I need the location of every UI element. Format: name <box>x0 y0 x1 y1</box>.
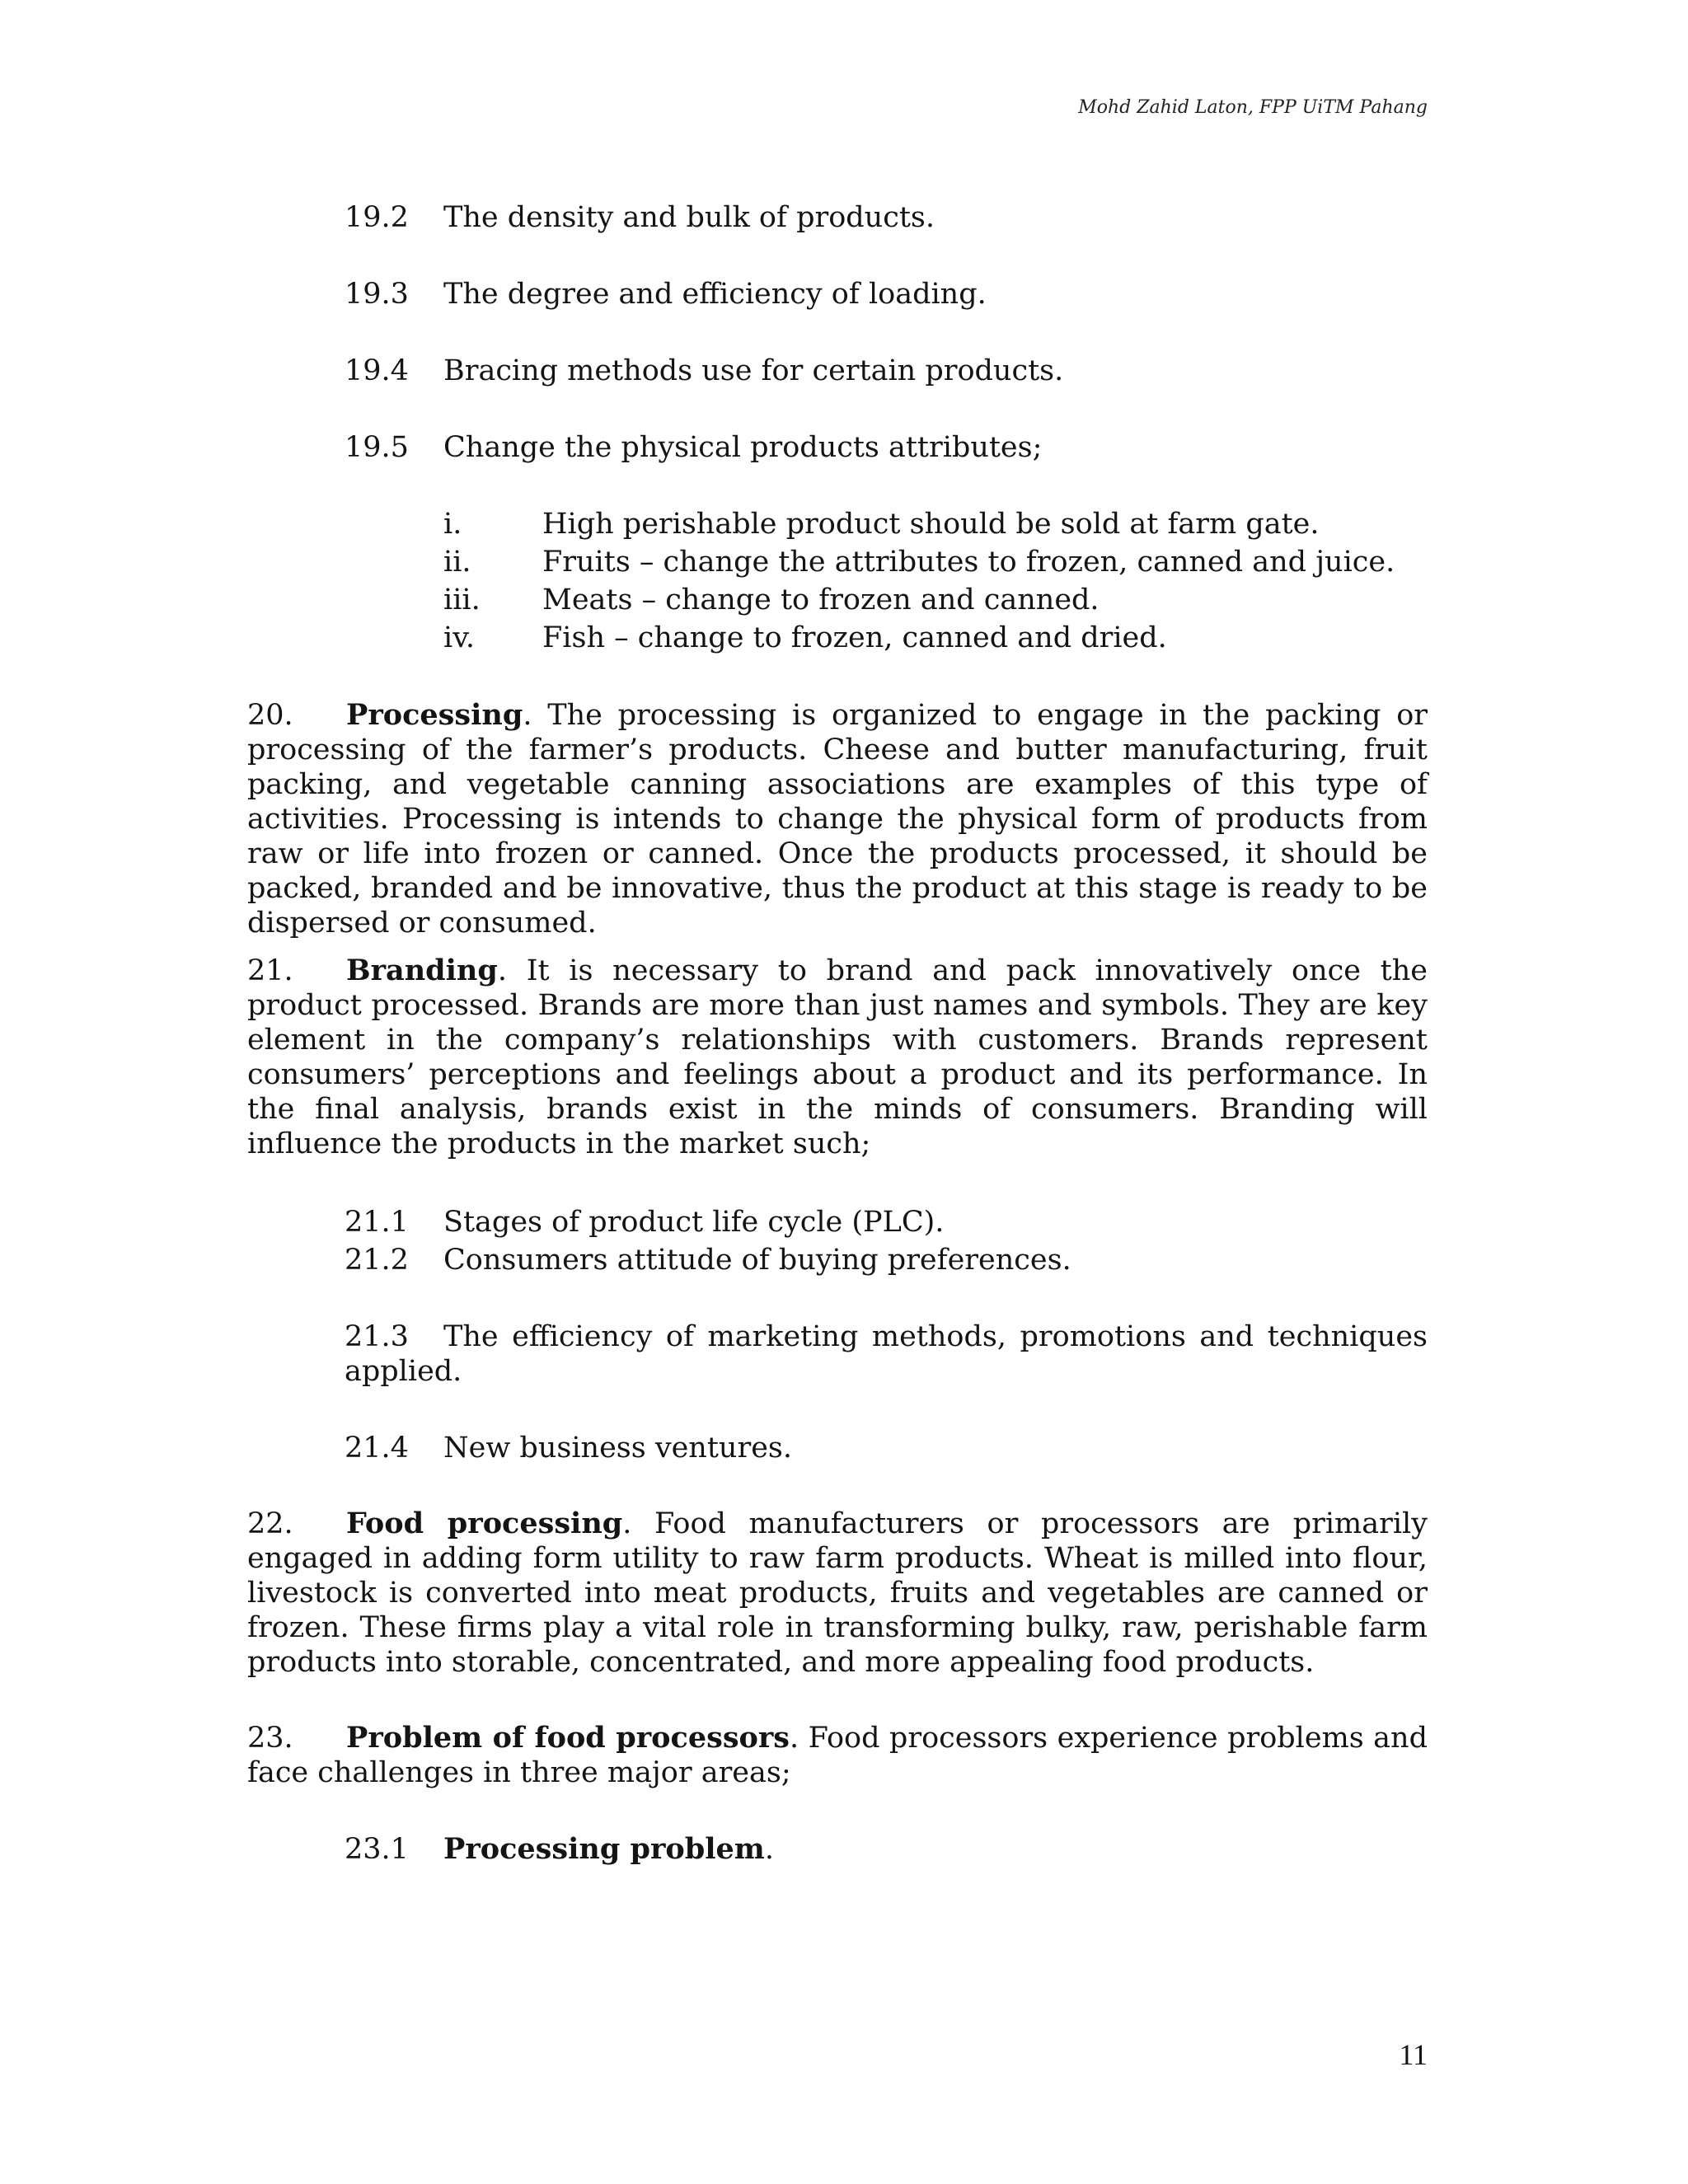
running-header: Mohd Zahid Laton, FPP UiTM Pahang <box>1078 97 1428 118</box>
item-text <box>443 1832 774 1867</box>
item-number: 19.3 <box>345 278 409 311</box>
item-number: 21.4 <box>345 1432 409 1465</box>
paragraph-body: . Food processors experience problems and face challenges in three major areas; <box>247 1722 1428 1789</box>
roman-number: iii. <box>443 583 481 616</box>
paragraph-23 <box>247 1721 1428 1790</box>
item-number: 19.5 <box>345 431 409 464</box>
item-text: Bracing methods use for certain products. <box>443 354 1064 387</box>
paragraph-heading: Food processing <box>346 1507 623 1540</box>
list-item <box>345 1319 1428 1389</box>
roman-text: High perishable product should be sold at farm gate. <box>542 508 1320 541</box>
item-text: Consumers attitude of buying preferences. <box>443 1244 1071 1277</box>
paragraph-number: 21. <box>247 954 293 987</box>
roman-number: ii. <box>443 546 471 579</box>
paragraph-20 <box>247 698 1428 940</box>
paragraph-number: 23. <box>247 1722 293 1755</box>
roman-number: iv. <box>443 621 475 654</box>
page-number: 11 <box>1399 2038 1428 2071</box>
item-text: The efficiency of marketing methods, promotions and techniques applied. <box>345 1320 1428 1388</box>
item-number: 23.1 <box>345 1833 409 1866</box>
item-number: 19.2 <box>345 201 409 234</box>
item-tail: . <box>764 1833 774 1866</box>
item-text: Stages of product life cycle (PLC). <box>443 1206 945 1239</box>
roman-number: i. <box>443 508 462 541</box>
paragraph-number: 22. <box>247 1507 293 1540</box>
paragraph-21 <box>247 954 1428 1161</box>
item-number: 21.2 <box>345 1244 409 1277</box>
roman-text: Fish – change to frozen, canned and dried. <box>542 621 1167 654</box>
paragraph-body: . It is necessary to brand and pack innovatively once the product processed. Brands are more than just names and symbols. They are key element in the company’s relationships with customers. Brands represent consumers’ perceptions and feelings about a product and its performance. In the final analysis, brands exist in the minds of consumers. Branding will influence the products in the market such; <box>247 954 1428 1160</box>
roman-text: Fruits – change the attributes to frozen, canned and juice. <box>542 546 1395 579</box>
item-text: The degree and efficiency of loading. <box>443 278 987 311</box>
item-number: 21.3 <box>345 1320 409 1353</box>
item-heading: Processing problem <box>443 1832 765 1866</box>
item-number: 21.1 <box>345 1206 409 1239</box>
item-number: 19.4 <box>345 354 409 387</box>
item-text: Change the physical products attributes; <box>443 431 1043 464</box>
roman-text: Meats – change to frozen and canned. <box>542 583 1100 616</box>
item-text: New business ventures. <box>443 1432 792 1465</box>
item-text: The density and bulk of products. <box>443 201 935 234</box>
paragraph-heading: Problem of food processors <box>346 1721 790 1755</box>
paragraph-body: . Food manufacturers or processors are primarily engaged in adding form utility to raw farm products. Wheat is milled into flour, livestock is converted into meat products, fruits and vegetables are canned or frozen. These firms play a vital role in transforming bulky, raw, perishable farm products into storable, concentrated, and more appealing food products. <box>247 1507 1428 1679</box>
paragraph-number: 20. <box>247 699 293 732</box>
paragraph-22 <box>247 1507 1428 1680</box>
paragraph-heading: Processing <box>346 698 523 732</box>
paragraph-heading: Branding <box>346 954 498 987</box>
paragraph-body: . The processing is organized to engage in the packing or processing of the farmer’s products. Cheese and butter manufacturing, fruit packing, and vegetable canning associations are examples of this type of activities. Processing is intends to change the physical form of products from raw or life into frozen or canned. Once the products processed, it should be packed, branded and be innovative, thus the product at this stage is ready to be dispersed or consumed. <box>247 699 1428 940</box>
